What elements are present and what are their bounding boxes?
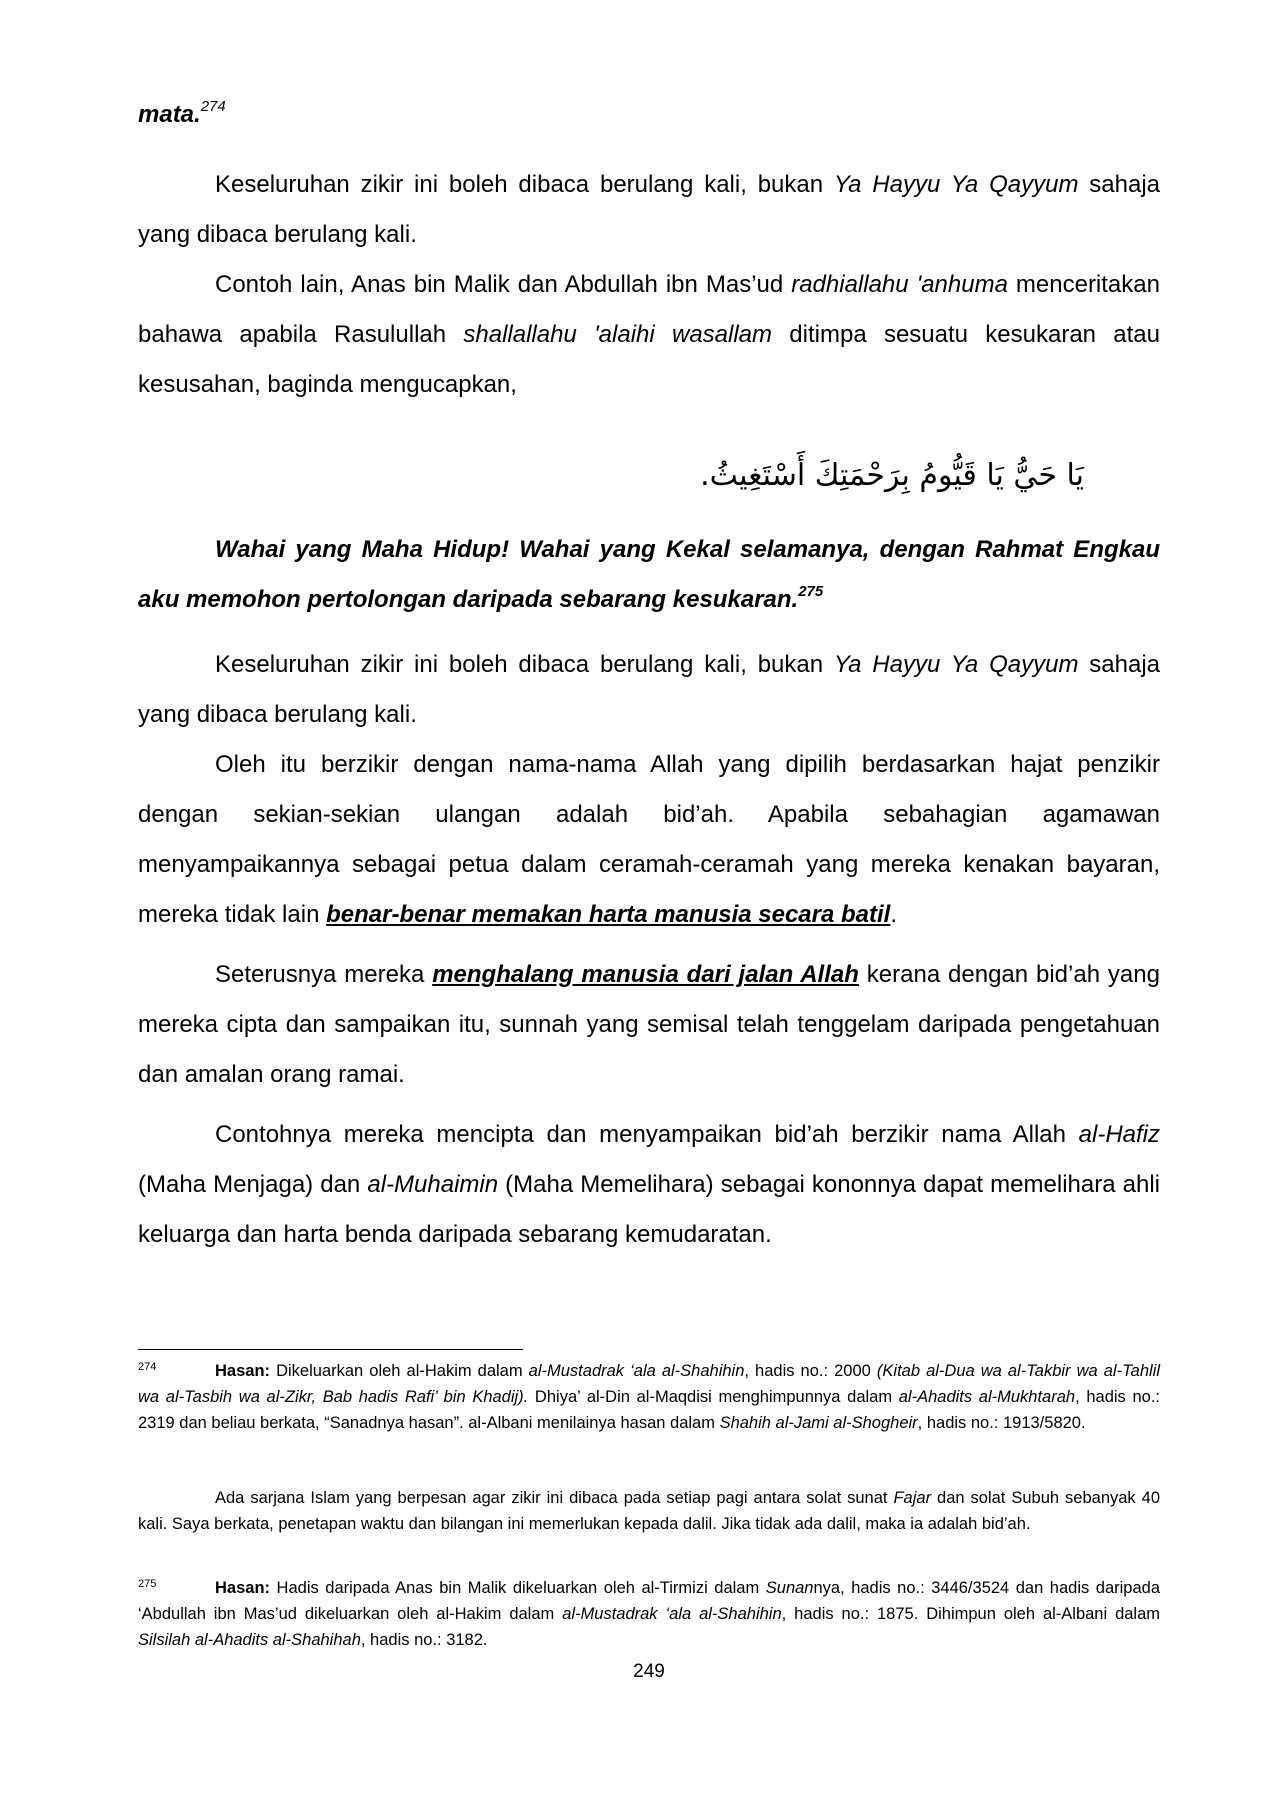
footnote-274-note: Ada sarjana Islam yang berpesan agar zikir ini dibaca pada setiap pagi antara solat sunat Fajar dan solat Subuh sebanyak 40 kali. Saya berkata, penetapan waktu dan bilangan ini memerlukan kepada dalil. Jika tidak ada dalil, maka ia adalah bid’ah. (138, 1489, 1160, 1533)
arabic-supplication: يَا حَيُّ يَا قَيُّومُ بِرَحْمَتِكَ أَسْتَغِيثُ. (700, 458, 1084, 493)
book-page (138, 0, 1160, 1800)
footnote-275: 275 Hasan: Hadis daripada Anas bin Malik dikeluarkan oleh al-Tirmizi dalam Sunannya, hadis no.: 3446/3524 dan hadis daripada ‘Abdullah ibn Mas’ud dikeluarkan oleh al-Hakim dalam al-Mustadrak ‘ala al-Shahihin, hadis no.: 1875. Dihimpun oleh al-Albani dalam Silsilah al-Ahadits al-Shahihah, hadis no.: 3182. (138, 1578, 1161, 1649)
paragraph-5: Seterusnya mereka menghalang manusia dari jalan Allah kerana dengan bid’ah yang mereka cipta dan sampaikan itu, sunnah yang semisal telah tenggelam daripada pengetahuan dan amalan orang ramai. (138, 961, 1160, 1088)
paragraph-1: Keseluruhan zikir ini boleh dibaca berulang kali, bukan Ya Hayyu Ya Qayyum sahaja yang dibaca berulang kali. (138, 171, 1161, 248)
footnote-ref-274[interactable]: 274 (200, 98, 226, 115)
continuation-line (138, 90, 1160, 140)
paragraph-3: Keseluruhan zikir ini boleh dibaca berulang kali, bukan Ya Hayyu Ya Qayyum sahaja yang dibaca berulang kali. (138, 651, 1161, 728)
paragraph-2: Contoh lain, Anas bin Malik dan Abdullah ibn Mas’ud radhiallahu 'anhuma menceritakan bahawa apabila Rasulullah shallallahu 'alaihi wasallam ditimpa sesuatu kesukaran atau kesusahan, baginda mengucapkan, (138, 271, 1160, 398)
translation-paragraph: Wahai yang Maha Hidup! Wahai yang Kekal selamanya, dengan Rahmat Engkau aku memohon pertolongan daripada sebarang kesukaran.$^{275}$ (138, 536, 1160, 613)
footnote-274: 274 Hasan: Dikeluarkan oleh al-Hakim dalam al-Mustadrak ‘ala al-Shahihin, hadis no.: 2000 (Kitab al-Dua wa al-Takbir wa al-Tahlil wa al-Tasbih wa al-Zikr, Bab hadis Rafi’ bin Khadij). Dhiya’ al-Din al-Maqdisi menghimpunnya dalam al-Ahadits al-Mukhtarah, hadis no.: 2319 dan beliau berkata, “Sanadnya hasan”. al-Albani menilainya hasan dalam Shahih al-Jami al-Shogheir, hadis no.: 1913/5820. (138, 1361, 1160, 1432)
footnote-ref-275[interactable]: 275 (798, 583, 824, 600)
paragraph-6: Contohnya mereka mencipta dan menyampaikan bid’ah berzikir nama Allah al-Hafiz (Maha Menjaga) dan al-Muhaimin (Maha Memelihara) sebagai kononnya dapat memelihara ahli keluarga dan harta benda daripada sebarang kemudaratan. (138, 1121, 1160, 1248)
footnote-divider (138, 1349, 523, 1350)
paragraph-4: Oleh itu berzikir dengan nama-nama Allah yang dipilih berdasarkan hajat penzikir dengan sekian-sekian ulangan adalah bid’ah. Apabila sebahagian agamawan menyampaikannya sebagai petua dalam ceramah-ceramah yang mereka kenakan bayaran, mereka tidak lain benar-benar memakan harta manusia secara batil. (138, 751, 1160, 928)
continuation-text: mata. (138, 101, 201, 128)
page-number: 249 (633, 1661, 665, 1682)
emphasis-batil: benar-benar memakan harta manusia secara batil (326, 901, 891, 928)
emphasis-menghalang: menghalang manusia dari jalan Allah (432, 961, 859, 988)
